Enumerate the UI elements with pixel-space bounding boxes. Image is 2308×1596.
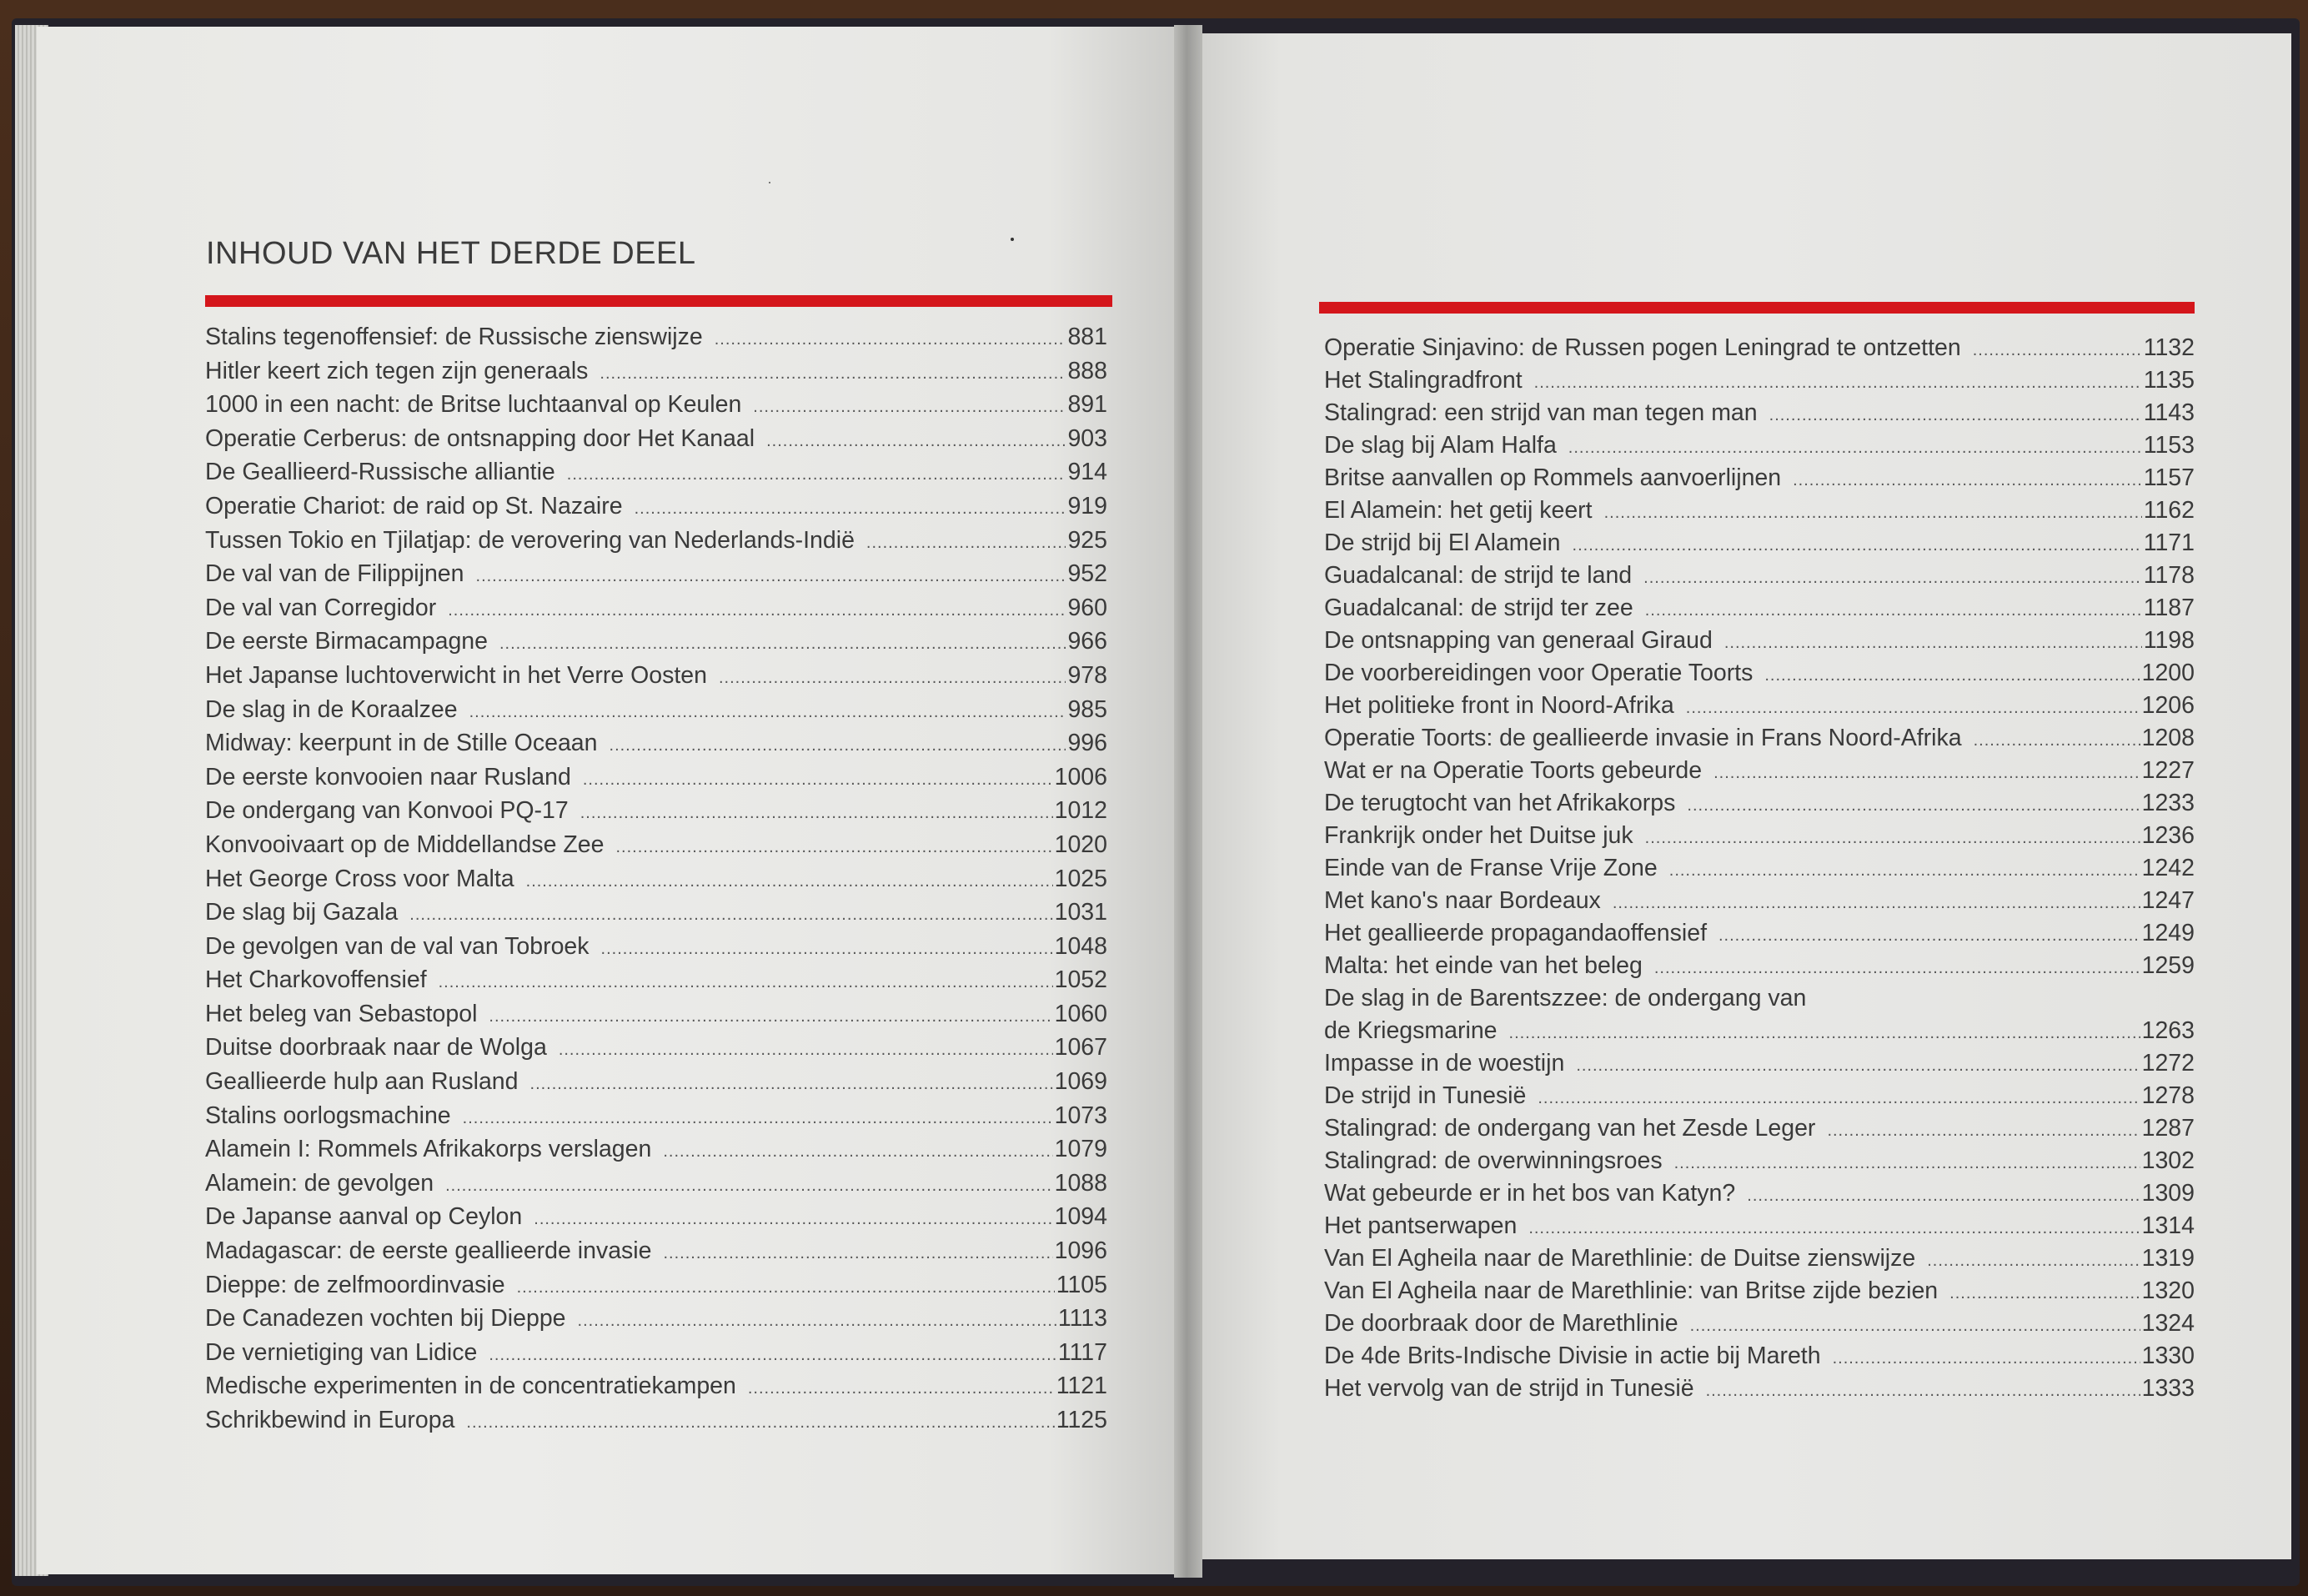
toc-entry (1324, 917, 2195, 950)
dot-leader (753, 390, 1066, 424)
dot-leader (766, 424, 1066, 459)
toc-entry (205, 1369, 1107, 1403)
toc-entry-page: 919 (1067, 492, 1107, 519)
toc-entry (205, 455, 1107, 489)
dot-leader (663, 1135, 1052, 1169)
toc-entry-page: 1278 (2141, 1082, 2195, 1109)
toc-entry-title: Frankrijk onder het Duitse juk (1324, 822, 1633, 849)
dot-leader (600, 357, 1066, 391)
toc-entry-page: 1208 (2141, 725, 2195, 751)
toc-entry-page: 1067 (1054, 1034, 1107, 1061)
toc-entry-page: 1324 (2141, 1310, 2195, 1337)
toc-entry (1324, 982, 2195, 1015)
red-rule-right (1319, 302, 2195, 314)
dot-leader (1568, 432, 2142, 464)
dot-leader (580, 796, 1053, 831)
toc-entry-title: Konvooivaart op de Middellandse Zee (205, 831, 605, 858)
toc-entry-title: De slag in de Koraalzee (205, 695, 458, 723)
toc-entry-title: Van El Agheila naar de Marethlinie: van Britse zijde bezien (1324, 1277, 1939, 1304)
toc-entry-page: 1187 (2143, 595, 2195, 621)
dot-leader (1949, 1277, 2140, 1310)
toc-entry-page: 1121 (1056, 1373, 1107, 1400)
toc-entry-page: 966 (1067, 628, 1107, 655)
toc-entry (1324, 1080, 2195, 1112)
toc-entry-title: Geallieerde hulp aan Rusland (205, 1068, 519, 1096)
dot-leader (1674, 1147, 2140, 1180)
toc-entry-title: Operatie Chariot: de raid op St. Nazaire (205, 492, 623, 519)
toc-entry-page: 1227 (2141, 757, 2195, 784)
toc-entry-title: De slag in de Barentszzee: de ondergang van (1324, 985, 1807, 1011)
toc-entry (1324, 332, 2195, 364)
dot-leader (1690, 1310, 2140, 1343)
dot-leader (1573, 529, 2142, 562)
toc-entry (205, 625, 1107, 659)
toc-entry (205, 828, 1107, 862)
toc-entry-title: Het Charkovoffensief (205, 966, 427, 994)
dot-leader (1747, 1180, 2140, 1212)
toc-entry-title: Met kano's naar Bordeaux (1324, 887, 1601, 914)
dot-leader (1973, 334, 2142, 367)
toc-entry (1324, 592, 2195, 625)
dot-leader (635, 492, 1066, 526)
toc-entry-page: 1135 (2143, 367, 2195, 394)
paper-speck (769, 182, 770, 183)
red-rule-left (205, 295, 1112, 307)
toc-entry (205, 659, 1107, 693)
toc-entry (205, 693, 1107, 727)
dot-leader (615, 831, 1052, 865)
toc-entry (205, 1302, 1107, 1336)
dot-leader (559, 1033, 1053, 1067)
toc-entry-page: 925 (1067, 526, 1107, 554)
toc-entry-title: Het George Cross voor Malta (205, 865, 514, 892)
toc-entry (205, 1200, 1107, 1234)
toc-entry-title: Stalingrad: de ondergang van het Zesde Leger (1324, 1115, 1816, 1142)
toc-entry (1324, 950, 2195, 982)
toc-entry (1324, 1307, 2195, 1340)
toc-entry-title: De val van de Filippijnen (205, 560, 464, 588)
dot-leader (748, 1372, 1055, 1406)
dot-leader (567, 458, 1066, 492)
toc-entry (205, 963, 1107, 997)
dot-leader (517, 1271, 1055, 1305)
toc-entry (205, 760, 1107, 795)
toc-entry-page: 1233 (2141, 790, 2195, 816)
toc-entry-page: 1069 (1054, 1068, 1107, 1096)
dot-leader (1604, 497, 2142, 529)
page-title: INHOUD VAN HET DERDE DEEL (206, 236, 696, 271)
toc-entry-page: 1153 (2143, 432, 2195, 459)
toc-entry-title: Van El Agheila naar de Marethlinie: de Duitse zienswijze (1324, 1245, 1916, 1272)
dot-leader (439, 966, 1053, 1000)
dot-leader (1793, 464, 2142, 497)
toc-entry (1324, 1275, 2195, 1307)
dot-leader (1686, 692, 2140, 725)
toc-entry-title: Het politieke front in Noord-Afrika (1324, 692, 1674, 719)
toc-entry-page: 1319 (2141, 1245, 2195, 1272)
toc-entry-page: 881 (1067, 324, 1107, 350)
dot-leader (1534, 367, 2142, 399)
toc-entry-title: De eerste Birmacampagne (205, 628, 488, 655)
toc-entry (205, 997, 1107, 1031)
toc-entry-page: 1073 (1054, 1102, 1107, 1129)
dot-leader (489, 1000, 1052, 1034)
toc-entry-title: De 4de Brits-Indische Divisie in actie bij Mareth (1324, 1343, 1821, 1369)
toc-entry-page: 1006 (1054, 763, 1107, 790)
toc-entry-title: 1000 in een nacht: de Britse luchtaanval op Keulen (205, 391, 742, 419)
toc-entry (1324, 429, 2195, 462)
toc-entry-page: 1259 (2141, 952, 2195, 979)
toc-entry (1324, 1112, 2195, 1145)
toc-entry-title: Einde van de Franse Vrije Zone (1324, 855, 1658, 881)
toc-entry-title: Midway: keerpunt in de Stille Oceaan (205, 730, 598, 757)
toc-entry-title: Impasse in de woestijn (1324, 1050, 1565, 1077)
book-gutter (1174, 25, 1202, 1578)
dot-leader (719, 661, 1066, 695)
toc-entry (205, 1336, 1107, 1370)
dot-leader (445, 1169, 1052, 1203)
toc-entry-title: De Canadezen vochten bij Dieppe (205, 1305, 566, 1333)
toc-entry-title: De doorbraak door de Marethlinie (1324, 1310, 1678, 1337)
toc-entry (205, 422, 1107, 456)
toc-entry (1324, 364, 2195, 397)
toc-entry-page: 1247 (2141, 887, 2195, 914)
toc-entry (205, 1234, 1107, 1268)
toc-entry (205, 862, 1107, 896)
toc-entry (205, 794, 1107, 828)
toc-entry (205, 1099, 1107, 1133)
toc-entry-title: De gevolgen van de val van Tobroek (205, 932, 590, 960)
toc-entry-title: Het Stalingradfront (1324, 367, 1523, 394)
toc-entry-title: Stalingrad: een strijd van man tegen man (1324, 399, 1758, 426)
toc-entry (1324, 560, 2195, 592)
toc-entry-title: Madagascar: de eerste geallieerde invasie (205, 1237, 652, 1265)
toc-entry (205, 896, 1107, 930)
toc-entry-title: De eerste konvooien naar Rusland (205, 763, 571, 790)
toc-entry (1324, 722, 2195, 755)
toc-entry (205, 388, 1107, 422)
dot-leader (534, 1202, 1052, 1237)
toc-entry-page: 1178 (2143, 562, 2195, 589)
dot-leader (1718, 920, 2140, 952)
dot-leader (1645, 822, 2140, 855)
toc-entry (205, 489, 1107, 524)
toc-entry-page: 1309 (2141, 1180, 2195, 1207)
toc-entry-title: De Geallieerd-Russische alliantie (205, 459, 555, 486)
toc-entry (205, 354, 1107, 389)
toc-entry-page: 1079 (1054, 1136, 1107, 1163)
toc-entry-page: 1025 (1054, 865, 1107, 892)
toc-entry-page: 1263 (2141, 1017, 2195, 1044)
toc-entry-title: Alamein I: Rommels Afrikakorps verslagen (205, 1136, 652, 1163)
dot-leader (601, 932, 1053, 966)
toc-entry-title: De Japanse aanval op Ceylon (205, 1203, 523, 1231)
dot-leader (583, 763, 1053, 797)
toc-entry (1324, 1242, 2195, 1275)
dot-leader (610, 729, 1066, 763)
toc-entry-page: 1143 (2143, 399, 2195, 426)
toc-entry-title: De terugtocht van het Afrikakorps (1324, 790, 1676, 816)
toc-entry-page: 1105 (1056, 1271, 1107, 1298)
toc-entry-page: 1333 (2141, 1375, 2195, 1402)
dot-leader (530, 1067, 1053, 1102)
dot-leader (1974, 725, 2140, 757)
toc-entry (205, 1167, 1107, 1201)
toc-entry-page: 1272 (2141, 1050, 2195, 1077)
toc-entry-page: 960 (1067, 594, 1107, 621)
dot-leader (1687, 790, 2140, 822)
toc-entry-title: De strijd bij El Alamein (1324, 529, 1561, 556)
toc-entry-page: 1330 (2141, 1343, 2195, 1369)
toc-entry-page: 1242 (2141, 855, 2195, 881)
toc-entry (205, 320, 1107, 354)
toc-entry-page: 914 (1067, 459, 1107, 486)
toc-entry-title: Britse aanvallen op Rommels aanvoerlijnen (1324, 464, 1782, 491)
dot-leader (409, 898, 1052, 932)
toc-entry-page: 1198 (2143, 627, 2195, 654)
toc-entry-page: 1094 (1054, 1203, 1107, 1231)
toc-entry (205, 557, 1107, 591)
toc-entry-title: Alamein: de gevolgen (205, 1169, 434, 1197)
dot-leader (715, 323, 1066, 357)
toc-entry (1324, 852, 2195, 885)
toc-entry-title: El Alamein: het getij keert (1324, 497, 1593, 524)
dot-leader (1833, 1343, 2140, 1375)
toc-entry-page: 1096 (1054, 1237, 1107, 1265)
dot-leader (664, 1237, 1053, 1271)
toc-entry (205, 1268, 1107, 1302)
toc-entry-title: Duitse doorbraak naar de Wolga (205, 1034, 547, 1061)
toc-entry-title: De vernietiging van Lidice (205, 1338, 478, 1366)
dot-leader (1724, 627, 2142, 660)
dot-leader (1576, 1050, 2140, 1082)
toc-entry (205, 591, 1107, 625)
toc-entry (205, 1065, 1107, 1099)
toc-entry-page: 1157 (2143, 464, 2195, 491)
toc-entry (1324, 755, 2195, 787)
toc-entry-page: 1314 (2141, 1212, 2195, 1239)
toc-entry-page: 888 (1067, 357, 1107, 384)
toc-entry-title: Malta: het einde van het beleg (1324, 952, 1643, 979)
toc-entry (205, 726, 1107, 760)
toc-entry-title: Medische experimenten in de concentratiekampen (205, 1373, 736, 1400)
toc-entry (1324, 1047, 2195, 1080)
toc-entry (1324, 1340, 2195, 1373)
dot-leader (1669, 855, 2140, 887)
toc-entry-page: 1125 (1056, 1407, 1107, 1433)
dot-leader (1645, 595, 2142, 627)
toc-entry-title: De ondergang van Konvooi PQ-17 (205, 797, 569, 825)
toc-entry (1324, 494, 2195, 527)
paper-speck (1011, 238, 1014, 241)
toc-entry-title: Hitler keert zich tegen zijn generaals (205, 357, 589, 384)
toc-entry (1324, 527, 2195, 560)
toc-entry-title: Het geallieerde propagandaoffensief (1324, 920, 1707, 946)
dot-leader (526, 865, 1053, 899)
toc-entry (205, 930, 1107, 964)
toc-entry-page: 1113 (1057, 1305, 1107, 1333)
dot-leader (1654, 952, 2140, 985)
toc-entry-page: 1249 (2141, 920, 2195, 946)
toc-entry-page: 1048 (1054, 932, 1107, 960)
dot-leader (1509, 1017, 2140, 1050)
toc-entry-page: 1206 (2141, 692, 2195, 719)
toc-entry-title: Stalins oorlogsmachine (205, 1102, 451, 1129)
toc-entry-page: 1200 (2141, 660, 2195, 686)
toc-entry (1324, 690, 2195, 722)
toc-entry-page: 1052 (1054, 966, 1107, 994)
toc-entry-title: Het vervolg van de strijd in Tunesië (1324, 1375, 1694, 1402)
dot-leader (866, 526, 1066, 560)
toc-entry (1324, 1177, 2195, 1210)
dot-leader (1643, 562, 2142, 595)
toc-entry (205, 1403, 1107, 1438)
toc-entry (1324, 625, 2195, 657)
toc-entry-page: 1236 (2141, 822, 2195, 849)
dot-leader (1764, 660, 2140, 692)
toc-entry (1324, 1373, 2195, 1405)
toc-entry-page: 1320 (2141, 1277, 2195, 1304)
toc-entry-title: Wat er na Operatie Toorts gebeurde (1324, 757, 1703, 784)
dot-leader (1769, 399, 2142, 432)
toc-entry-page: 1060 (1054, 1000, 1107, 1027)
dot-leader (1706, 1375, 2140, 1408)
toc-entry (1324, 885, 2195, 917)
toc-entry-page: 1132 (2143, 334, 2195, 361)
toc-entry-title: De val van Corregidor (205, 594, 437, 621)
toc-list-left (205, 320, 1107, 1438)
toc-entry-title: Het beleg van Sebastopol (205, 1000, 478, 1027)
dot-leader (578, 1304, 1056, 1338)
toc-entry-title: Het Japanse luchtoverwicht in het Verre Oosten (205, 661, 707, 689)
toc-entry-page: 1171 (2143, 529, 2195, 556)
toc-entry-page: 996 (1067, 730, 1107, 757)
toc-entry (1324, 787, 2195, 820)
toc-entry-page: 1012 (1054, 797, 1107, 825)
toc-entry-title: De strijd in Tunesië (1324, 1082, 1527, 1109)
toc-entry-title: De voorbereidingen voor Operatie Toorts (1324, 660, 1754, 686)
toc-entry-title: Operatie Toorts: de geallieerde invasie in Frans Noord-Afrika (1324, 725, 1962, 751)
toc-entry-page: 1031 (1054, 899, 1107, 926)
dot-leader (466, 1406, 1054, 1440)
dot-leader (476, 560, 1066, 594)
dot-leader (1613, 887, 2140, 920)
toc-entry-title: Dieppe: de zelfmoordinvasie (205, 1271, 505, 1298)
toc-entry-title: Tussen Tokio en Tjilatjap: de verovering van Nederlands-Indië (205, 526, 855, 554)
toc-entry-title: Stalins tegenoffensief: de Russische zienswijze (205, 324, 703, 350)
toc-entry-title: Guadalcanal: de strijd te land (1324, 562, 1633, 589)
toc-entry-page: 1162 (2143, 497, 2195, 524)
dot-leader (463, 1102, 1053, 1136)
toc-entry-title: Stalingrad: de overwinningsroes (1324, 1147, 1663, 1174)
toc-entry-page: 1088 (1054, 1169, 1107, 1197)
toc-entry-title: Het pantserwapen (1324, 1212, 1518, 1239)
toc-entry (1324, 462, 2195, 494)
toc-entry-title: De ontsnapping van generaal Giraud (1324, 627, 1713, 654)
dot-leader (1528, 1212, 2140, 1245)
toc-entry (1324, 1015, 2195, 1047)
toc-entry-page: 891 (1067, 391, 1107, 419)
toc-entry (1324, 820, 2195, 852)
toc-entry (1324, 657, 2195, 690)
toc-entry (1324, 1210, 2195, 1242)
toc-entry (1324, 1145, 2195, 1177)
toc-entry-title: Operatie Sinjavino: de Russen pogen Leningrad te ontzetten (1324, 334, 1961, 361)
toc-entry-title: Guadalcanal: de strijd ter zee (1324, 595, 1633, 621)
dot-leader (499, 627, 1066, 661)
toc-entry-page: 952 (1067, 560, 1107, 588)
toc-entry-page: 1287 (2141, 1115, 2195, 1142)
toc-entry (205, 1132, 1107, 1167)
toc-entry-title: De slag bij Alam Halfa (1324, 432, 1557, 459)
dot-leader (469, 695, 1066, 730)
dot-leader (1927, 1245, 2140, 1277)
toc-entry-title: Wat gebeurde er in het bos van Katyn? (1324, 1180, 1736, 1207)
toc-entry (1324, 397, 2195, 429)
toc-entry-title: Operatie Cerberus: de ontsnapping door Het Kanaal (205, 424, 755, 452)
dot-leader (489, 1338, 1056, 1373)
toc-entry-page: 978 (1067, 661, 1107, 689)
toc-entry-title: Schrikbewind in Europa (205, 1407, 455, 1433)
toc-entry-page: 903 (1067, 424, 1107, 452)
dot-leader (1713, 757, 2140, 790)
dot-leader (1538, 1082, 2140, 1115)
toc-entry-title: de Kriegsmarine (1324, 1017, 1498, 1044)
toc-entry (205, 1031, 1107, 1065)
toc-entry (205, 524, 1107, 558)
toc-list-right (1324, 332, 2195, 1405)
toc-entry-title: De slag bij Gazala (205, 899, 399, 926)
toc-entry-page: 1302 (2141, 1147, 2195, 1174)
dot-leader (1827, 1115, 2140, 1147)
toc-entry-page: 1020 (1054, 831, 1107, 858)
toc-entry-page: 1117 (1057, 1338, 1107, 1366)
dot-leader (448, 594, 1066, 628)
toc-entry-page: 985 (1067, 695, 1107, 723)
